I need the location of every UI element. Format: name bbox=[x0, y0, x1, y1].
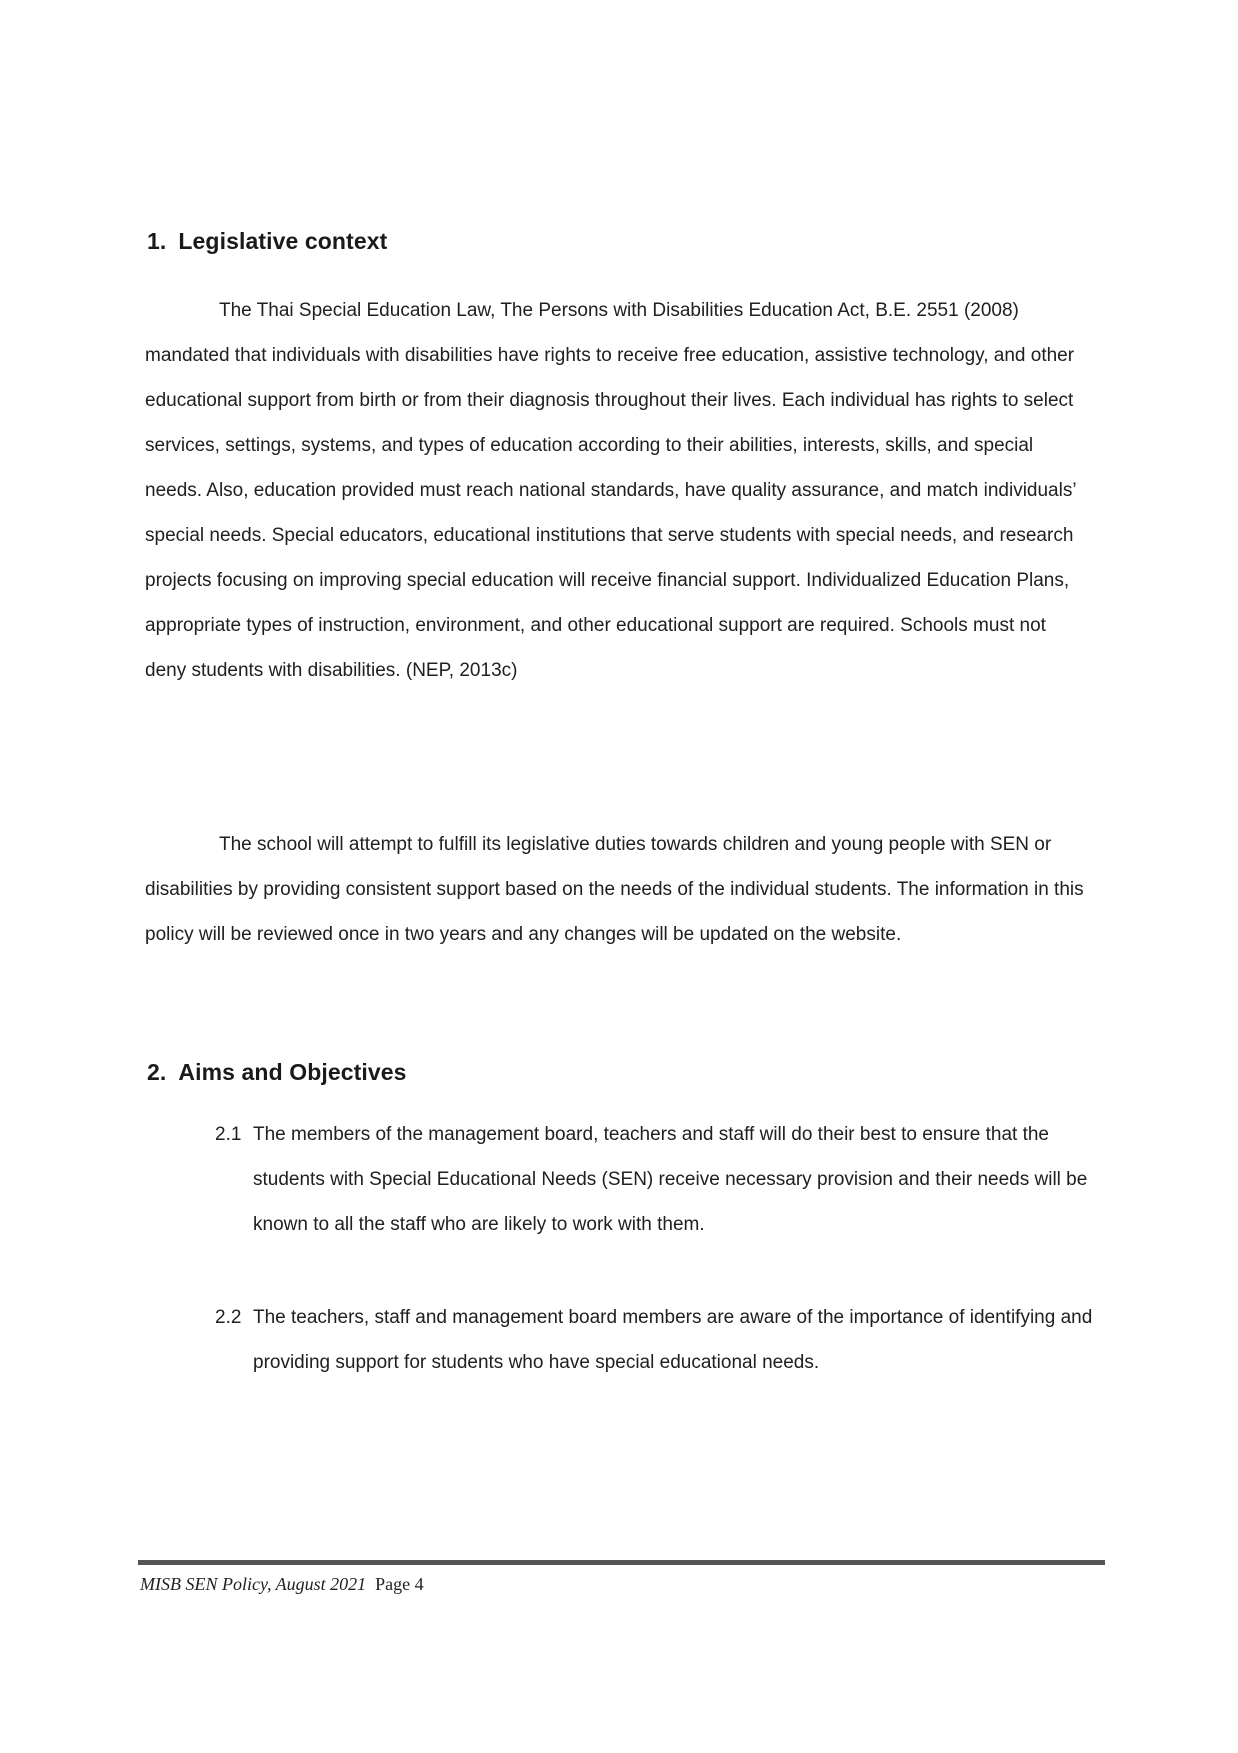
objective-2-2-number: 2.2 bbox=[215, 1307, 242, 1328]
objective-2-2-text: The teachers, staff and management board members are aware of the importance of identifying and providing support for students who have special educational needs. bbox=[253, 1307, 1093, 1373]
objective-item-2-1 bbox=[215, 1112, 1123, 1247]
page-footer bbox=[140, 1574, 424, 1595]
section-1-number: 1. bbox=[147, 228, 167, 254]
footer-divider bbox=[138, 1560, 1105, 1565]
section-2-number: 2. bbox=[147, 1059, 167, 1085]
section-2-title: Aims and Objectives bbox=[178, 1059, 407, 1085]
section-1-title: Legislative context bbox=[178, 228, 388, 254]
section-2-heading bbox=[147, 1059, 407, 1086]
section-1-heading bbox=[147, 228, 387, 255]
objective-item-2-2 bbox=[215, 1295, 1123, 1385]
section-1-paragraph-1: The Thai Special Education Law, The Persons with Disabilities Education Act, B.E. 2551 (2008) mandated that individuals with disabilities have rights to receive free education, assistive technology, and other educational support from birth or from their diagnosis throughout their lives. Each individual has rights to select services, settings, systems, and types of education according to their abilities, interests, skills, and special needs. Also, education provided must reach national standards, have quality assurance, and match individuals’ special needs. Special educators, educational institutions that serve students with special needs, and research projects focusing on improving special education will receive financial support. Individualized Education Plans, appropriate types of instruction, environment, and other educational support are required. Schools must not deny students with disabilities. (NEP, 2013c) bbox=[145, 300, 1076, 681]
footer-page-number: Page 4 bbox=[375, 1574, 424, 1594]
objective-2-1-text: The members of the management board, teachers and staff will do their best to ensure that the students with Special Educational Needs (SEN) receive necessary provision and their needs will be known to all the staff who are likely to work with them. bbox=[253, 1124, 1088, 1235]
footer-document-title: MISB SEN Policy, August 2021 bbox=[140, 1574, 367, 1594]
objective-2-1-number: 2.1 bbox=[215, 1124, 242, 1145]
section-1-paragraph-2: The school will attempt to fulfill its legislative duties towards children and young people with SEN or disabilities by providing consistent support based on the needs of the individual students. The information in this policy will be reviewed once in two years and any changes will be updated on the website. bbox=[145, 834, 1084, 945]
